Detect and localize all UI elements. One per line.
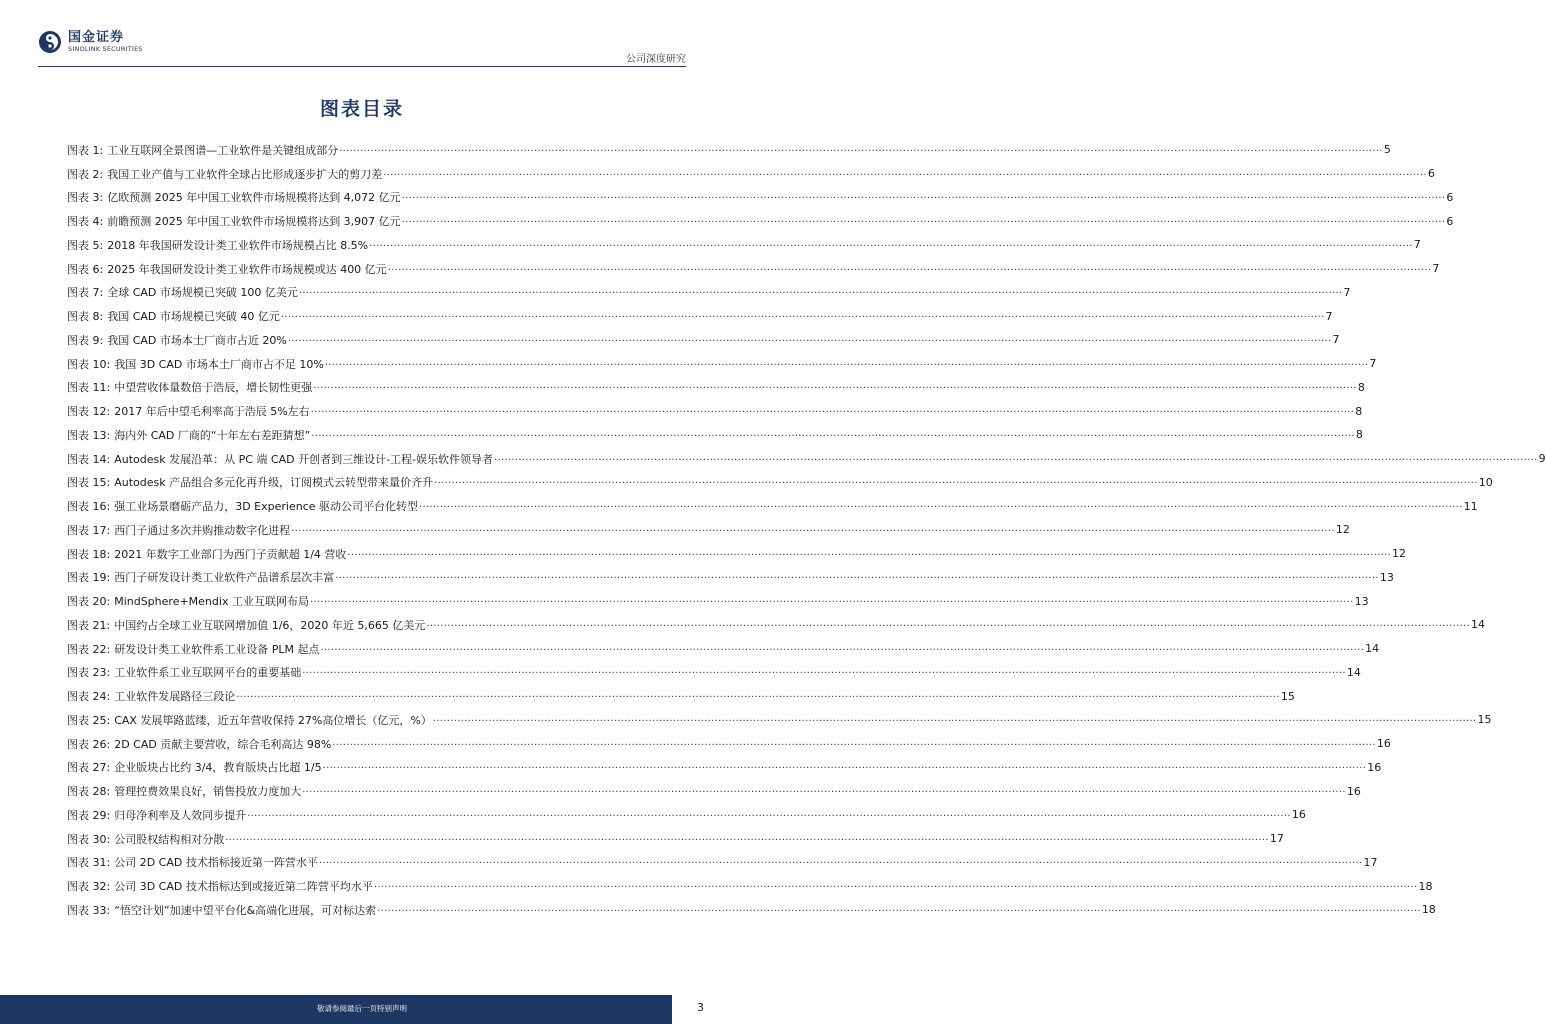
toc-entry[interactable] bbox=[67, 708, 1492, 732]
toc-entry-title: 工业软件发展路径三段论 bbox=[114, 690, 236, 704]
toc-entry-title: 全球 CAD 市场规模已突破 100 亿美元 bbox=[107, 286, 298, 300]
toc-entry-label: 图表 14: bbox=[67, 452, 111, 466]
toc-entry[interactable] bbox=[67, 399, 1363, 423]
toc-entry-label: 图表 33: bbox=[67, 903, 111, 917]
toc-dot-leader: ............................................................................................................................................................................................................................................................................................................ bbox=[318, 855, 1363, 867]
toc-entry[interactable] bbox=[67, 803, 1306, 827]
toc-entry-label: 图表 22: bbox=[67, 642, 111, 656]
logo-chinese-name: 国金证券 bbox=[68, 29, 125, 45]
toc-entry-title: 工业软件系工业互联网平台的重要基础 bbox=[114, 666, 302, 680]
toc-entry[interactable] bbox=[67, 779, 1361, 803]
toc-entry-page: 7 bbox=[1325, 309, 1333, 323]
company-logo bbox=[38, 30, 143, 54]
toc-entry-page: 7 bbox=[1432, 262, 1440, 276]
toc-entry[interactable] bbox=[67, 186, 1454, 210]
toc-entry-page: 16 bbox=[1291, 808, 1306, 822]
toc-entry-label: 图表 18: bbox=[67, 547, 111, 561]
toc-entry-title: MindSphere+Mendix 工业互联网布局 bbox=[114, 595, 309, 609]
toc-entry-title: 西门子研发设计类工业软件产品谱系层次丰富 bbox=[114, 571, 335, 585]
toc-entry-title: 研发设计类工业软件系工业设备 PLM 起点 bbox=[114, 642, 320, 656]
toc-entry-page: 6 bbox=[1446, 214, 1454, 228]
toc-entry-label: 图表 16: bbox=[67, 500, 111, 514]
page-header bbox=[0, 0, 724, 70]
toc-entry-label: 图表 17: bbox=[67, 523, 111, 537]
toc-entry-label: 图表 29: bbox=[67, 808, 111, 822]
toc-entry-page: 13 bbox=[1354, 594, 1369, 608]
header-divider bbox=[38, 66, 686, 67]
toc-dot-leader: ............................................................................................................................................................................................................................................................................................................ bbox=[401, 214, 1446, 226]
toc-entry-page: 15 bbox=[1280, 689, 1295, 703]
toc-entry-title: 我国 3D CAD 市场本土厂商市占不足 10% bbox=[114, 357, 324, 371]
toc-dot-leader: ............................................................................................................................................................................................................................................................................................................ bbox=[369, 237, 1413, 249]
toc-entry-label: 图表 5: bbox=[67, 238, 104, 252]
toc-entry-page: 16 bbox=[1376, 737, 1391, 751]
toc-entry-title: 2025 年我国研发设计类工业软件市场规模或达 400 亿元 bbox=[107, 262, 387, 276]
toc-entry-label: 图表 31: bbox=[67, 856, 111, 870]
toc-entry-label: 图表 26: bbox=[67, 737, 111, 751]
toc-entry-label: 图表 10: bbox=[67, 357, 111, 371]
toc-dot-leader: ............................................................................................................................................................................................................................................................................................................ bbox=[387, 261, 1432, 273]
toc-entry-page: 14 bbox=[1365, 642, 1380, 656]
page-number: 3 bbox=[697, 1001, 704, 1014]
toc-dot-leader: ............................................................................................................................................................................................................................................................................................................ bbox=[302, 665, 1346, 677]
toc-entry[interactable] bbox=[67, 874, 1433, 898]
toc-entry-title: 归母净利率及人效同步提升 bbox=[114, 808, 247, 822]
toc-dot-leader: ............................................................................................................................................................................................................................................................................................................ bbox=[324, 356, 1369, 368]
toc-entry-page: 8 bbox=[1355, 404, 1363, 418]
toc-entry-label: 图表 8: bbox=[67, 310, 104, 324]
toc-entry-label: 图表 32: bbox=[67, 880, 111, 894]
toc-dot-leader: ............................................................................................................................................................................................................................................................................................................ bbox=[313, 380, 1357, 392]
toc-entry-page: 11 bbox=[1463, 499, 1478, 513]
toc-dot-leader: ............................................................................................................................................................................................................................................................................................................ bbox=[377, 902, 1421, 914]
toc-entry[interactable] bbox=[67, 589, 1369, 613]
toc-dot-leader: ............................................................................................................................................................................................................................................................................................................ bbox=[373, 879, 1418, 891]
toc-entry-title: 2017 年后中望毛利率高于浩辰 5%左右 bbox=[114, 405, 310, 419]
toc-dot-leader: ............................................................................................................................................................................................................................................................................................................ bbox=[335, 570, 1379, 582]
toc-dot-leader: ............................................................................................................................................................................................................................................................................................................ bbox=[383, 166, 1427, 178]
toc-dot-leader: ............................................................................................................................................................................................................................................................................................................ bbox=[494, 451, 1538, 463]
toc-entry-page: 12 bbox=[1392, 547, 1407, 561]
toc-entry-title: “悟空计划”加速中望平台化&高端化进展，可对标达索 bbox=[114, 903, 377, 917]
toc-entry-page: 16 bbox=[1367, 760, 1382, 774]
toc-dot-leader: ............................................................................................................................................................................................................................................................................................................ bbox=[309, 594, 1354, 606]
toc-entry-title: 海内外 CAD 厂商的“十年左右差距猜想” bbox=[114, 428, 311, 442]
toc-entry-page: 17 bbox=[1363, 855, 1378, 869]
toc-dot-leader: ............................................................................................................................................................................................................................................................................................................ bbox=[432, 712, 1477, 724]
toc-entry-page: 14 bbox=[1471, 618, 1486, 632]
toc-entry-label: 图表 28: bbox=[67, 785, 111, 799]
toc-dot-leader: ............................................................................................................................................................................................................................................................................................................ bbox=[419, 499, 1463, 511]
toc-entry[interactable] bbox=[67, 851, 1378, 875]
toc-entry-title: 我国工业产值与工业软件全球占比形成逐步扩大的剪刀差 bbox=[107, 167, 383, 181]
toc-dot-leader: ............................................................................................................................................................................................................................................................................................................ bbox=[339, 142, 1383, 154]
toc-entry-label: 图表 2: bbox=[67, 167, 104, 181]
toc-dot-leader: ............................................................................................................................................................................................................................................................................................................ bbox=[311, 427, 1355, 439]
toc-entry[interactable] bbox=[67, 209, 1454, 233]
toc-entry-page: 10 bbox=[1478, 475, 1493, 489]
toc-entry[interactable] bbox=[67, 257, 1440, 281]
toc-entry-page: 5 bbox=[1383, 143, 1391, 157]
toc-entry-title: 工业互联网全景图谱—工业软件是关键组成部分 bbox=[107, 143, 339, 157]
toc-entry-title: 2021 年数字工业部门为西门子贡献超 1/4 营收 bbox=[114, 547, 347, 561]
toc-entry-label: 图表 30: bbox=[67, 832, 111, 846]
toc-entry-title: 企业版块占比约 3/4，教育版块占比超 1/5 bbox=[114, 761, 322, 775]
toc-entry[interactable] bbox=[67, 827, 1284, 851]
toc-entry-label: 图表 12: bbox=[67, 405, 111, 419]
toc-entry-label: 图表 6: bbox=[67, 262, 104, 276]
toc-entry[interactable] bbox=[67, 447, 1546, 471]
toc-entry[interactable] bbox=[67, 613, 1486, 637]
toc-dot-leader: ............................................................................................................................................................................................................................................................................................................ bbox=[302, 784, 1346, 796]
toc-entry-title: 中国约占全球工业互联网增加值 1/6，2020 年近 5,665 亿美元 bbox=[114, 618, 426, 632]
toc-entry-title: 中望营收体量数倍于浩辰，增长韧性更强 bbox=[114, 381, 313, 395]
toc-entry-title: 强工业场景磨砺产品力，3D Experience 驱动公司平台化转型 bbox=[114, 500, 419, 514]
logo-english-name: SINOLINK SECURITIES bbox=[68, 44, 143, 53]
toc-entry-label: 图表 25: bbox=[67, 713, 111, 727]
toc-entry-page: 15 bbox=[1477, 713, 1492, 727]
toc-entry-page: 18 bbox=[1421, 903, 1436, 917]
toc-entry-title: 西门子通过多次并购推动数字化进程 bbox=[114, 523, 291, 537]
toc-entry-title: 我国 CAD 市场规模已突破 40 亿元 bbox=[107, 310, 280, 324]
toc-entry[interactable] bbox=[67, 637, 1380, 661]
toc-entry-title: 亿欧预测 2025 年中国工业软件市场规模将达到 4,072 亿元 bbox=[107, 191, 401, 205]
toc-entry[interactable] bbox=[67, 304, 1333, 328]
toc-dot-leader: ............................................................................................................................................................................................................................................................................................................ bbox=[320, 641, 1365, 653]
toc-entry[interactable] bbox=[67, 542, 1407, 566]
page-title: 图表目录 bbox=[319, 98, 404, 120]
toc-entry-label: 图表 7: bbox=[67, 286, 104, 300]
toc-entry-page: 7 bbox=[1332, 333, 1340, 347]
toc-dot-leader: ............................................................................................................................................................................................................................................................................................................ bbox=[310, 404, 1355, 416]
toc-entry[interactable] bbox=[67, 494, 1478, 518]
toc-entry-label: 图表 19: bbox=[67, 571, 111, 585]
toc-entry[interactable] bbox=[67, 423, 1363, 447]
toc-dot-leader: ............................................................................................................................................................................................................................................................................................................ bbox=[291, 522, 1335, 534]
toc-dot-leader: ............................................................................................................................................................................................................................................................................................................ bbox=[322, 760, 1367, 772]
toc-dot-leader: ............................................................................................................................................................................................................................................................................................................ bbox=[347, 546, 1392, 558]
toc-entry-label: 图表 4: bbox=[67, 215, 104, 229]
toc-entry-title: 公司 3D CAD 技术指标达到或接近第二阵营平均水平 bbox=[114, 880, 373, 894]
toc-entry-page: 7 bbox=[1413, 238, 1421, 252]
toc-entry-title: Autodesk 发展沿革：从 PC 端 CAD 开创者到三维设计-工程-娱乐软件领导者 bbox=[114, 452, 494, 466]
toc-entry[interactable] bbox=[67, 138, 1391, 162]
toc-dot-leader: ............................................................................................................................................................................................................................................................................................................ bbox=[236, 689, 1280, 701]
toc-entry-page: 6 bbox=[1446, 190, 1454, 204]
toc-entry-title: 2D CAD 贡献主要营收，综合毛利高达 98% bbox=[114, 737, 332, 751]
toc-entry[interactable] bbox=[67, 233, 1421, 257]
toc-entry-label: 图表 21: bbox=[67, 618, 111, 632]
toc-entry-label: 图表 9: bbox=[67, 333, 104, 347]
toc-entry[interactable] bbox=[67, 684, 1295, 708]
toc-dot-leader: ............................................................................................................................................................................................................................................................................................................ bbox=[332, 736, 1376, 748]
toc-entry-page: 17 bbox=[1269, 832, 1284, 846]
toc-entry-title: 2018 年我国研发设计类工业软件市场规模占比 8.5% bbox=[107, 238, 369, 252]
toc-entry[interactable] bbox=[67, 898, 1436, 922]
toc-entry-title: Autodesk 产品组合多元化再升级，订阅模式云转型带来量价齐升 bbox=[114, 476, 434, 490]
toc-entry-label: 图表 20: bbox=[67, 595, 111, 609]
toc-entry-title: 管理控费效果良好，销售投放力度加大 bbox=[114, 785, 302, 799]
toc-entry-page: 18 bbox=[1418, 879, 1433, 893]
toc-entry-label: 图表 11: bbox=[67, 381, 111, 395]
toc-entry[interactable] bbox=[67, 352, 1377, 376]
toc-entry-label: 图表 1: bbox=[67, 143, 104, 157]
toc-entry-label: 图表 3: bbox=[67, 191, 104, 205]
toc-entry-page: 7 bbox=[1369, 357, 1377, 371]
toc-entry-label: 图表 15: bbox=[67, 476, 111, 490]
toc-entry[interactable] bbox=[67, 376, 1365, 400]
toc-entry-title: 我国 CAD 市场本土厂商市占近 20% bbox=[107, 333, 287, 347]
toc-entry-label: 图表 23: bbox=[67, 666, 111, 680]
toc-entry-page: 8 bbox=[1357, 380, 1365, 394]
toc-entry-title: 前瞻预测 2025 年中国工业软件市场规模将达到 3,907 亿元 bbox=[107, 215, 401, 229]
toc-entry-page: 13 bbox=[1379, 570, 1394, 584]
toc-entry-page: 12 bbox=[1335, 523, 1350, 537]
toc-dot-leader: ............................................................................................................................................................................................................................................................................................................ bbox=[298, 285, 1343, 297]
toc-dot-leader: ............................................................................................................................................................................................................................................................................................................ bbox=[287, 332, 1332, 344]
toc-dot-leader: ............................................................................................................................................................................................................................................................................................................ bbox=[401, 190, 1446, 202]
toc-entry[interactable] bbox=[67, 732, 1391, 756]
toc-entry[interactable] bbox=[67, 328, 1340, 352]
toc-entry-page: 16 bbox=[1346, 784, 1361, 798]
footer-disclaimer: 敬请参阅最后一页特别声明 bbox=[317, 1004, 407, 1013]
toc-entry-page: 9 bbox=[1538, 452, 1546, 466]
toc-entry-title: 公司 2D CAD 技术指标接近第一阵营水平 bbox=[114, 856, 318, 870]
toc-entry-title: CAX 发展筚路蓝缕，近五年营收保持 27%高位增长（亿元，%） bbox=[114, 713, 432, 727]
toc-entry-page: 6 bbox=[1427, 167, 1435, 181]
toc-entry[interactable] bbox=[67, 471, 1493, 495]
toc-entry[interactable] bbox=[67, 566, 1394, 590]
figure-table-of-contents bbox=[67, 138, 1546, 922]
toc-entry-label: 图表 13: bbox=[67, 428, 111, 442]
toc-entry[interactable] bbox=[67, 162, 1435, 186]
toc-entry-page: 8 bbox=[1355, 428, 1363, 442]
toc-entry[interactable] bbox=[67, 281, 1351, 305]
toc-dot-leader: ............................................................................................................................................................................................................................................................................................................ bbox=[247, 807, 1291, 819]
toc-entry-page: 14 bbox=[1346, 665, 1361, 679]
report-type-label: 公司深度研究 bbox=[626, 54, 686, 65]
toc-entry-page: 7 bbox=[1343, 285, 1351, 299]
toc-entry-label: 图表 24: bbox=[67, 690, 111, 704]
toc-dot-leader: ............................................................................................................................................................................................................................................................................................................ bbox=[225, 831, 1269, 843]
toc-dot-leader: ............................................................................................................................................................................................................................................................................................................ bbox=[280, 309, 1325, 321]
toc-dot-leader: ............................................................................................................................................................................................................................................................................................................ bbox=[426, 617, 1471, 629]
toc-entry[interactable] bbox=[67, 661, 1361, 685]
toc-entry-label: 图表 27: bbox=[67, 761, 111, 775]
toc-entry-title: 公司股权结构相对分散 bbox=[114, 832, 225, 846]
toc-dot-leader: ............................................................................................................................................................................................................................................................................................................ bbox=[434, 475, 1478, 487]
sinolink-logo-icon bbox=[38, 30, 62, 54]
toc-entry[interactable] bbox=[67, 518, 1350, 542]
toc-entry[interactable] bbox=[67, 756, 1382, 780]
